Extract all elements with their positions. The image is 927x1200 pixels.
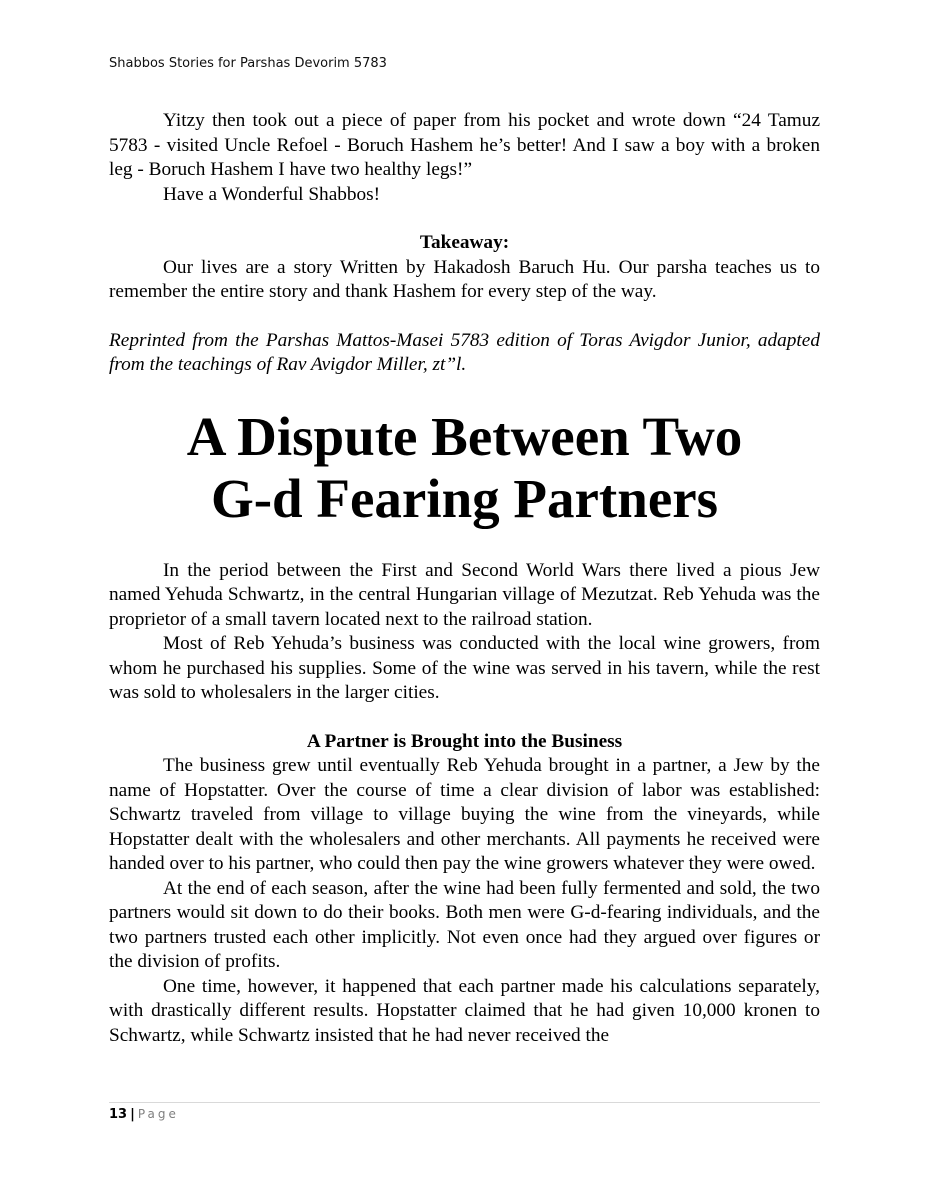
paragraph: At the end of each season, after the wine had been fully fermented and sold, the two partners would sit down to do their books. Both men were G-d-fearing individuals, and the two partners trusted each other implicitly. Not even once had they argued over figures or the division of profits. — [109, 877, 820, 972]
section-heading: A Partner is Brought into the Business — [306, 730, 623, 752]
takeaway-heading: Takeaway: — [419, 232, 510, 253]
reprint-note: Reprinted from the Parshas Mattos-Masei 5783 edition of Toras Avigdor Junior, adapted from the teachings of Rav Avigdor Miller, zt”l. — [109, 329, 820, 375]
spacer — [109, 378, 820, 406]
story-title — [109, 406, 820, 530]
takeaway-text: Our lives are a story Written by Hakadosh Baruch Hu. Our parsha teaches us to remember the entire story and thank Hashem for every step of the way. — [109, 256, 820, 302]
story-title-line-1: A Dispute Between Two — [186, 405, 743, 467]
paragraph: In the period between the First and Second World Wars there lived a pious Jew named Yehuda Schwartz, in the central Hungarian village of Mezutzat. Reb Yehuda was the proprietor of a small tavern located next to the railroad station. — [109, 559, 820, 630]
spacer — [109, 305, 820, 329]
page-label: Page — [137, 1107, 179, 1121]
paragraph: The business grew until eventually Reb Yehuda brought in a partner, a Jew by the name of Hopstatter. Over the course of time a clear division of labor was established: Schwartz traveled from village to village buying the wine from the vineyards, while Hopstatter dealt with the wholesalers and other merchants. All payments he received were handed over to his partner, who could then pay the wine growers whatever they were owed. — [109, 755, 820, 874]
spacer — [109, 706, 820, 730]
page-body — [109, 109, 820, 1048]
running-header: Shabbos Stories for Parshas Devorim 5783 — [109, 56, 387, 71]
paragraph: Most of Reb Yehuda’s business was conducted with the local wine growers, from whom he purchased his supplies. Some of the wine was served in his tavern, while the rest was sold to wholesalers in the larger cities. — [109, 633, 820, 703]
page-footer — [109, 1107, 179, 1122]
story-title-line-2: G-d Fearing Partners — [210, 467, 719, 529]
spacer — [109, 530, 820, 559]
paragraph: One time, however, it happened that each partner made his calculations separately, with drastically different results. Hopstatter claimed that he had given 10,000 kronen to Schwartz, while Schwartz insisted that he had never received the — [109, 975, 820, 1046]
footer-divider — [109, 1102, 820, 1103]
page-number: 13 — [109, 1107, 128, 1122]
paragraph: Yitzy then took out a piece of paper from his pocket and wrote down “24 Tamuz 5783 - visited Uncle Refoel - Boruch Hashem he’s better! And I saw a boy with a broken leg - Boruch Hashem I have two healthy legs!” — [109, 110, 820, 180]
footer-separator: | — [130, 1107, 135, 1122]
closing-greeting: Have a Wonderful Shabbos! — [163, 183, 381, 205]
spacer — [109, 207, 820, 231]
